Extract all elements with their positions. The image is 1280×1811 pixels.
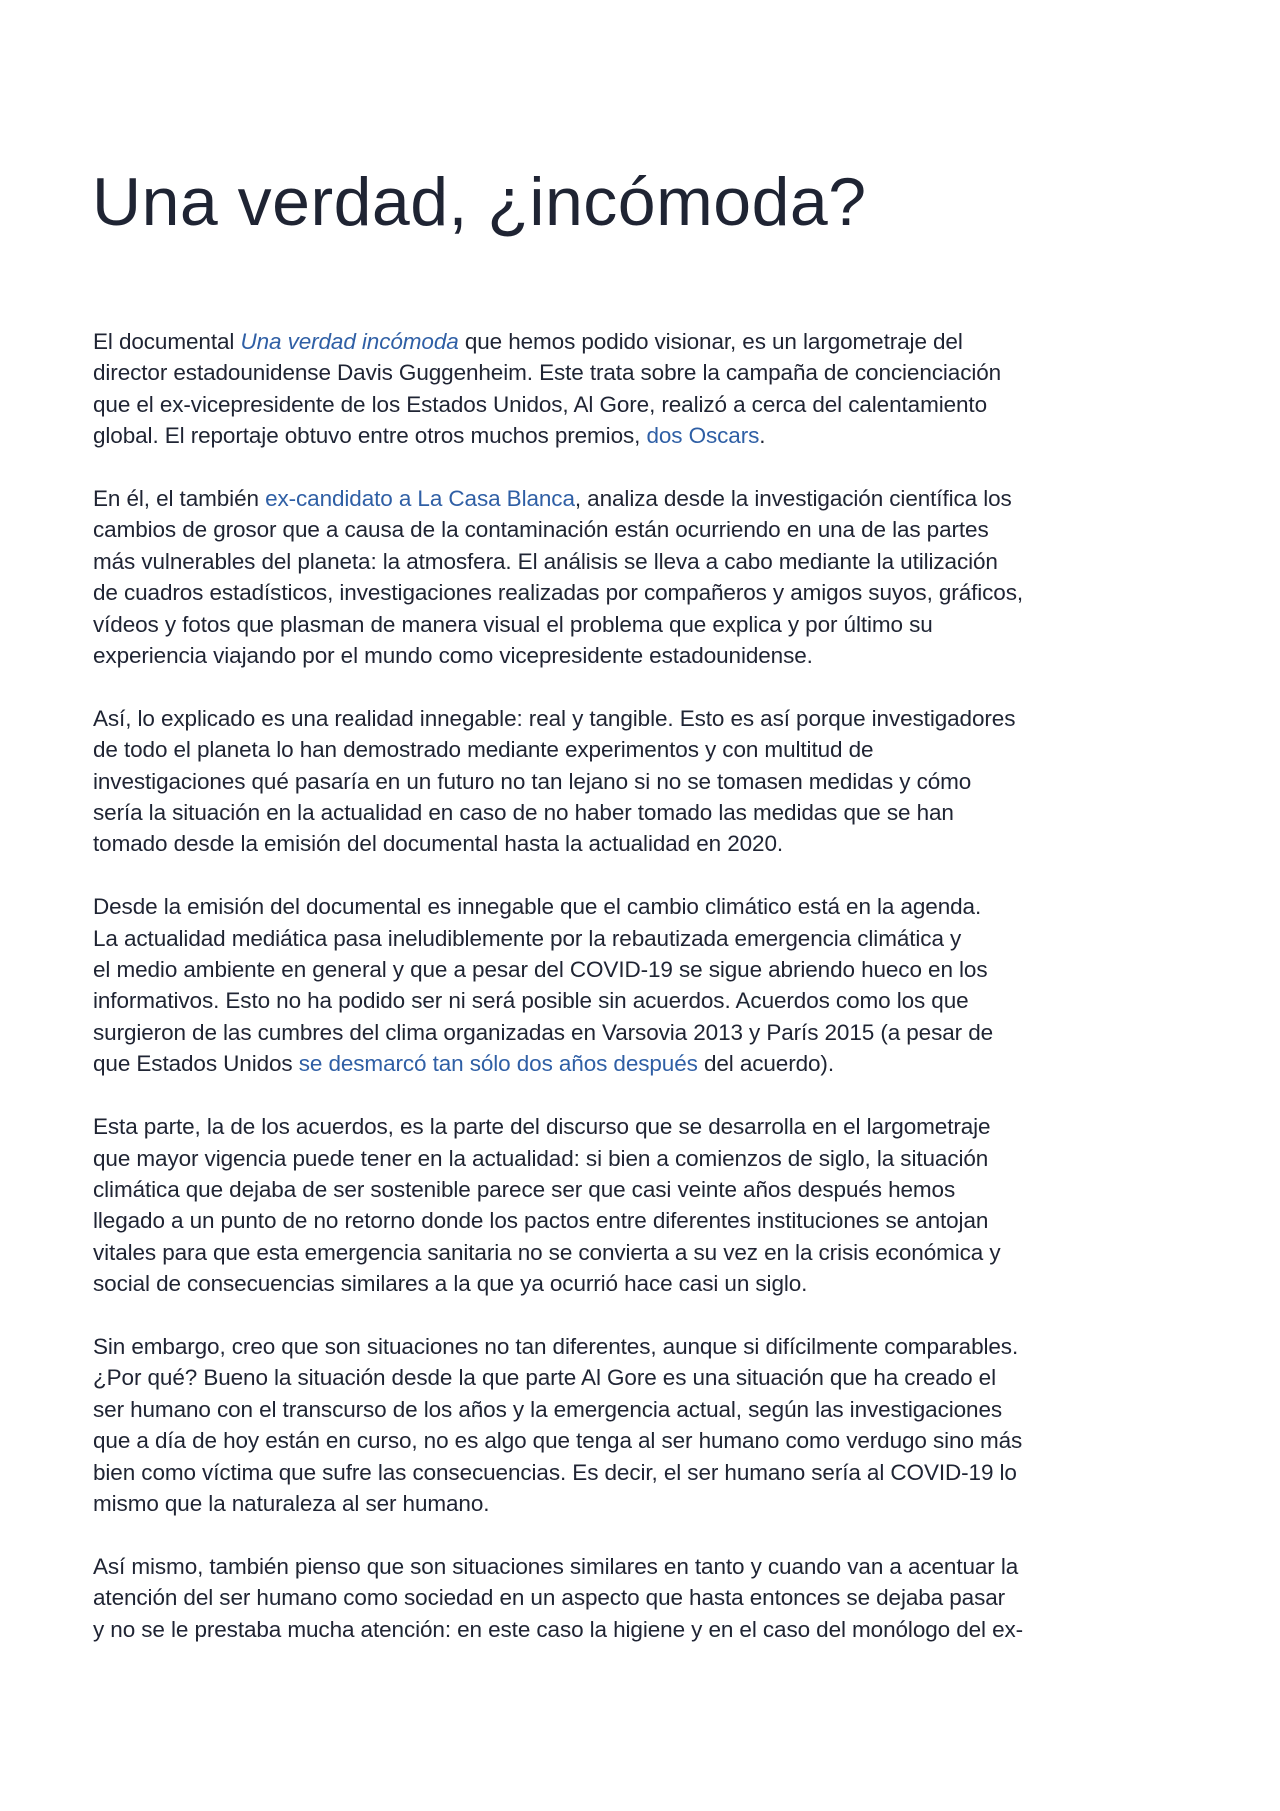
paragraph-text: Desde la emisión del documental es innegable que el cambio climático está en la agenda. La actualidad mediática pasa ineludiblemente por la rebautizada emergencia climática y el medio ambiente en general y que a pesar del COVID-19 se sigue abriendo hueco en los informativos. Esto no ha podido ser ni será posible sin acuerdos. Acuerdos como los que surgieron de las cumbres del clima organizadas en Varsovia 2013 y París 2015 (a pesar de que Estados Unidos bbox=[93, 894, 994, 1077]
paragraph-text: , analiza desde la investigación científica los cambios de grosor que a causa de la contaminación están ocurriendo en una de las partes más vulnerables del planeta: la atmosfera. El análisis se lleva a cabo mediante la utilización de cuadros estadísticos, investigaciones realizadas por compañeros y amigos suyos, gráficos, vídeos y fotos que plasman de manera visual el problema que explica y por último su experiencia viajando por el mundo como vicepresidente estadounidense. bbox=[93, 486, 1024, 669]
inline-link[interactable]: se desmarcó tan sólo dos años después bbox=[298, 1051, 698, 1077]
inline-link[interactable]: dos Oscars bbox=[646, 423, 760, 449]
paragraph-text: En él, el también bbox=[93, 486, 266, 512]
paragraph bbox=[93, 326, 1203, 452]
paragraph-text: Así mismo, también pienso que son situaciones similares en tanto y cuando van a acentuar la atención del ser humano como sociedad en un aspecto que hasta entonces se dejaba pasar y no se le prestaba mucha atención: en este caso la higiene y en el caso del monólogo del ex- bbox=[93, 1553, 1024, 1642]
paragraph-text: Sin embargo, creo que son situaciones no tan diferentes, aunque si difícilmente comparables. ¿Por qué? Bueno la situación desde la que parte Al Gore es una situación que ha creado el ser humano con el transcurso de los años y la emergencia actual, según las investigaciones que a día de hoy están en curso, no es algo que tenga al ser humano como verdugo sino más bien como víctima que sufre las consecuencias. Es decir, el ser humano sería al COVID-19 lo mismo que la naturaleza al ser humano. bbox=[93, 1333, 1023, 1516]
paragraph bbox=[93, 891, 1203, 1079]
paragraph-text: Así, lo explicado es una realidad innegable: real y tangible. Esto es así porque investigadores de todo el planeta lo han demostrado mediante experimentos y con multitud de investigaciones qué pasaría en un futuro no tan lejano si no se tomasen medidas y cómo sería la situación en la actualidad en caso de no haber tomado las medidas que se han tomado desde la emisión del documental hasta la actualidad en 2020. bbox=[93, 705, 1016, 857]
paragraph-text: El documental bbox=[93, 329, 241, 354]
paragraph-text: que hemos podido visionar, es un largometraje del director estadounidense Davis Guggenheim. Este trata sobre la campaña de concienciación que el ex-vicepresidente de los Estados Unidos, Al Gore, realizó a cerca del calentamiento global. El reportaje obtuvo entre otros muchos premios, bbox=[93, 329, 1002, 449]
paragraph bbox=[93, 1331, 1203, 1519]
paragraph-text: . bbox=[759, 423, 766, 449]
paragraph bbox=[93, 703, 1203, 860]
article-body bbox=[93, 326, 1203, 1676]
inline-link[interactable]: Una verdad incómoda bbox=[240, 329, 459, 354]
paragraph bbox=[93, 1551, 1203, 1645]
inline-link[interactable]: ex-candidato a La Casa Blanca bbox=[265, 486, 575, 512]
paragraph-text: del acuerdo). bbox=[697, 1051, 834, 1077]
page-title: Una verdad, ¿incómoda? bbox=[92, 164, 867, 240]
paragraph bbox=[93, 1111, 1203, 1299]
paragraph bbox=[93, 483, 1203, 671]
paragraph-text: Esta parte, la de los acuerdos, es la parte del discurso que se desarrolla en el largometraje que mayor vigencia puede tener en la actualidad: si bien a comienzos de siglo, la situación climática que dejaba de ser sostenible parece ser que casi veinte años después hemos llegado a un punto de no retorno donde los pactos entre diferentes instituciones se antojan vitales para que esta emergencia sanitaria no se convierta a su vez en la crisis económica y social de consecuencias similares a la que ya ocurrió hace casi un siglo. bbox=[93, 1114, 1001, 1297]
